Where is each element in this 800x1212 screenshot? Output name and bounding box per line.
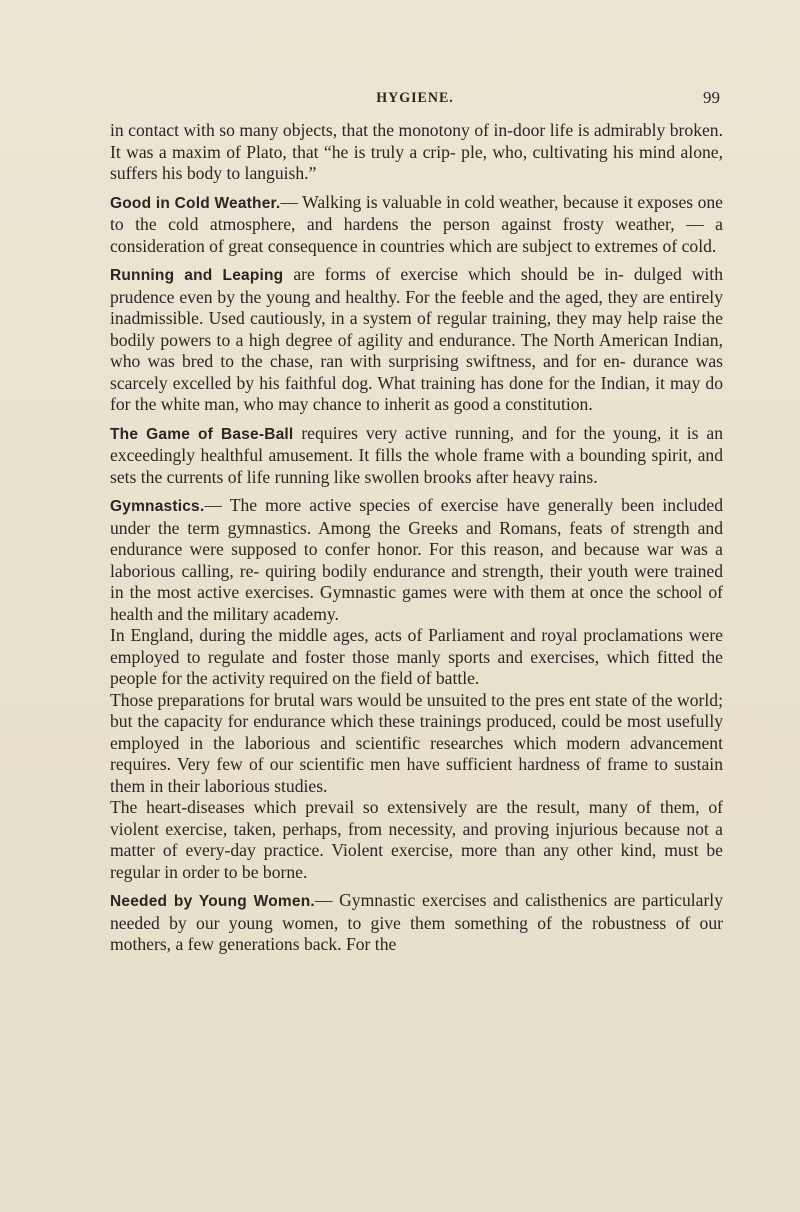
- paragraph-text: The heart-diseases which prevail so extensively are the result, many of them, of violent exercise, taken, perhaps, from necessity, and proving injurious because not a matter of every-day practice. Violent exercise, more than any other kind, must be regular in order to be borne.: [110, 797, 723, 882]
- section-heading-young-women: Needed by Young Women.: [110, 893, 315, 910]
- paragraph-text: — Gymnastic exercises and calisthenics are particularly needed by our young women, to give them something of the robustness of our mothers, a few generations back. For the: [110, 890, 723, 954]
- paragraph-text: requires very active running, and for the young, it is an exceedingly healthful amusement. It fills the whole frame with a bounding spirit, and sets the currents of life running like swollen brooks after heavy rains.: [110, 422, 723, 487]
- paragraph-gymnastics: [110, 495, 723, 625]
- section-heading-gymnastics: Gymnastics.: [110, 498, 205, 515]
- paragraph-base-ball: [110, 423, 723, 489]
- paragraph-text: — Walking is valuable in cold weather, because it exposes one to the cold atmosphere, and hardens the person against frosty weather, — a consideration of great consequence in countries which are subject to extremes of cold.: [110, 191, 723, 256]
- paragraph-england: [110, 625, 723, 690]
- page-number: 99: [703, 88, 720, 107]
- paragraph-text: in contact with so many objects, that the monotony of in-door life is admirably broken. It was a maxim of Plato, that “he is truly a crip- ple, who, cultivating his mind alone, suffers his body to languish.”: [110, 120, 723, 183]
- running-head: HYGIENE.: [376, 90, 454, 107]
- section-heading-running-leaping: Running and Leaping: [110, 267, 284, 284]
- paragraph-running-leaping: [110, 264, 723, 416]
- paragraph-text: — The more active species of exercise have generally been included under the term gymnastics. Among the Greeks and Romans, feats of strength and endurance were supposed to confer honor. For this reason, and because war was a laborious calling, re- quiring bodily endurance and strength, their youth were trained in the most active exercises. Gymnastic games were with them at once the school of health and the military academy.: [110, 495, 723, 624]
- paragraph-text: In England, during the middle ages, acts of Parliament and royal proclamations were employed to regulate and foster those manly sports and exercises, which fitted the people for the activity required on the field of battle.: [110, 625, 723, 688]
- section-heading-cold-weather: Good in Cold Weather.: [110, 194, 281, 212]
- paragraph-heart-diseases: [110, 797, 723, 883]
- paragraph-text: Those preparations for brutal wars would be unsuited to the pres ent state of the world; but the capacity for endurance which these trainings produced, could be most usefully employed in the laborious and scientific researches which modern advancement requires. Very few of our scientific men have sufficient hardness of frame to sustain them in their laborious studies.: [110, 689, 723, 796]
- body-text: [110, 120, 723, 956]
- paragraph-young-women: [110, 890, 723, 956]
- section-heading-base-ball: The Game of Base-Ball: [110, 425, 294, 443]
- paragraph-cold-weather: [110, 192, 723, 258]
- page-header: [110, 88, 720, 110]
- paragraph-plato: [110, 120, 723, 185]
- paragraph-text: are forms of exercise which should be in- dulged with prudence even by the young and healthy. For the feeble and the aged, they are entirely inadmissible. Used cautiously, in a system of regular training, they may help raise the bodily powers to a high degree of agility and endurance. The North American Indian, who was bred to the chase, ran with surprising swiftness, and for en- durance was scarcely excelled by his faithful dog. What training has done for the Indian, it may do for the white man, who may chance to inherit as good a constitution.: [110, 264, 723, 414]
- paragraph-preparations: [110, 690, 723, 798]
